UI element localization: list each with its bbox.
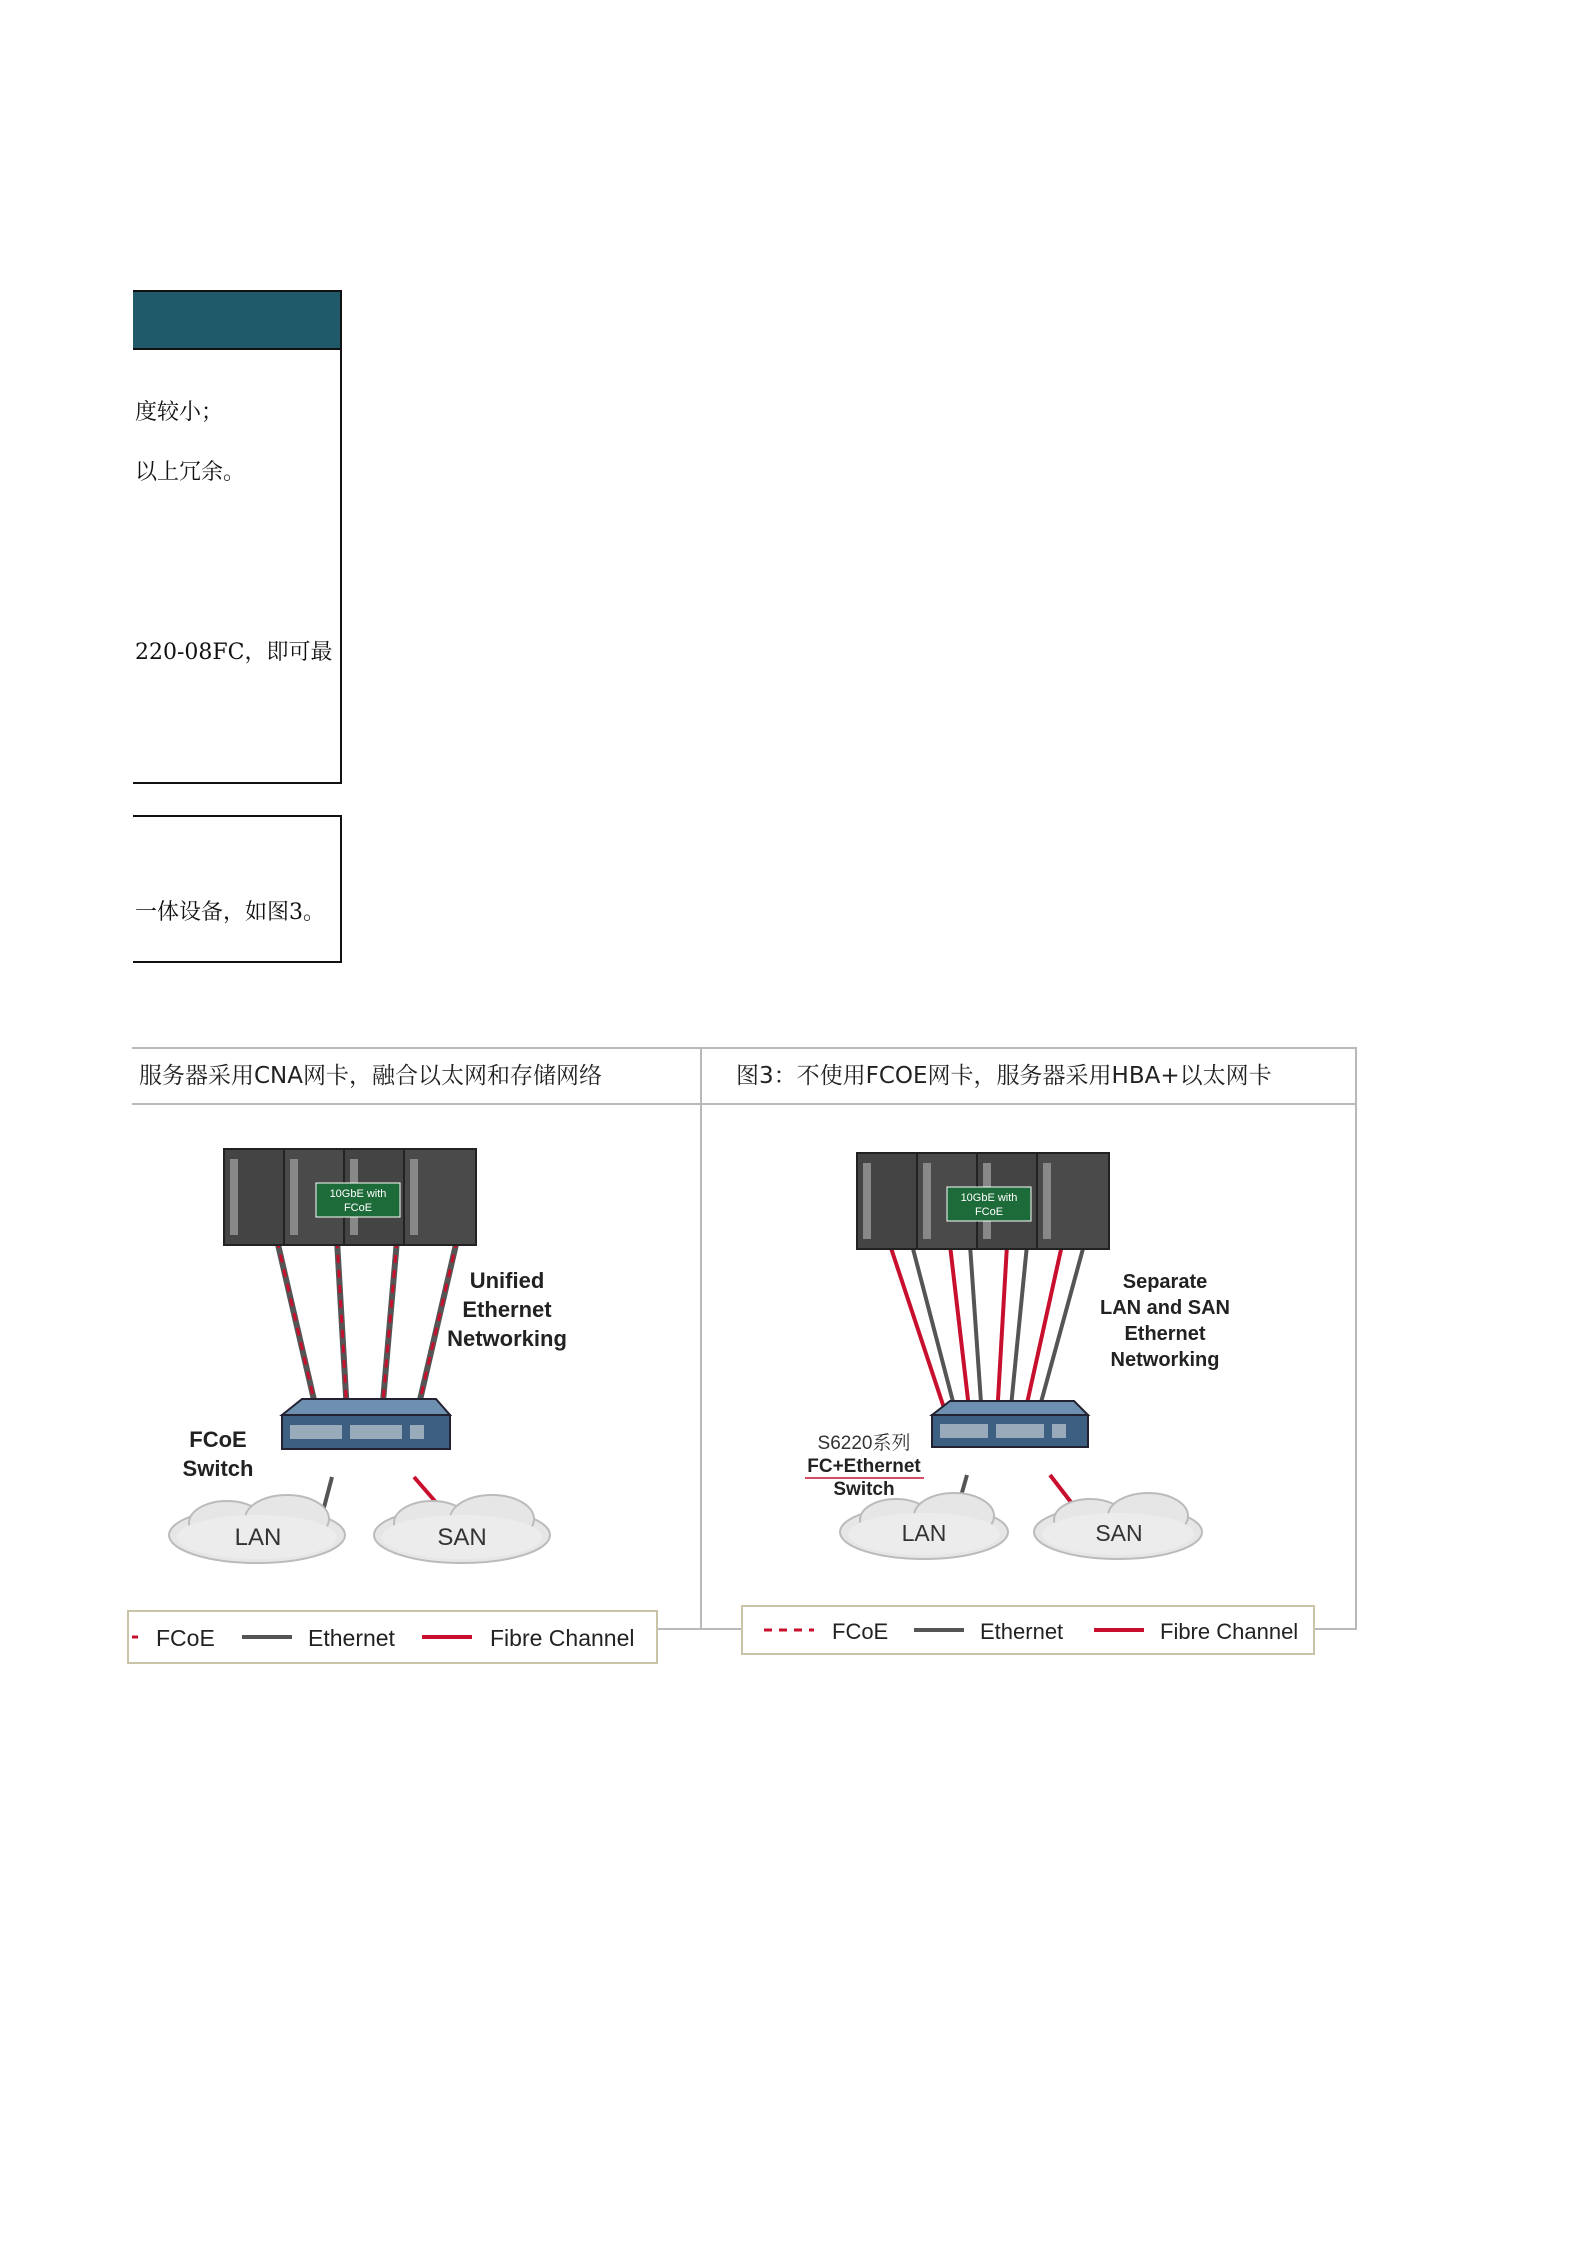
switch-label: Switch — [833, 1479, 895, 1500]
lan-label: LAN — [901, 1520, 947, 1546]
switch-label: FC+Ethernet — [807, 1456, 921, 1477]
switch-label: FCoE — [189, 1427, 247, 1452]
nic-label: FCoE — [343, 1202, 373, 1214]
text-line: 220-08FC，即可最 — [135, 640, 333, 665]
lan-label: LAN — [234, 1524, 282, 1551]
switch-label: Switch — [182, 1456, 254, 1481]
text-line: 以上冗余。 — [135, 460, 246, 485]
panel-title: 服务器采用CNA网卡，融合以太网和存储网络 — [132, 1049, 700, 1105]
switch-icon — [932, 1401, 1088, 1447]
figure-panel-cna — [132, 1049, 702, 1651]
legend — [128, 1611, 657, 1663]
network-label: Unified — [469, 1268, 545, 1293]
network-label: Networking — [447, 1326, 567, 1351]
figure-panel-hba — [702, 1049, 1355, 1644]
network-label: Separate — [1122, 1271, 1208, 1293]
network-figure — [132, 1047, 1357, 1651]
switch-label: S6220系列 — [817, 1433, 911, 1454]
network-label: Networking — [1110, 1349, 1220, 1371]
nic-label: FCoE — [974, 1206, 1004, 1218]
text-box-1 — [133, 290, 342, 784]
nic-label: 10GbE with — [960, 1192, 1018, 1204]
panel-title: 图3：不使用FCOE网卡，服务器采用HBA+以太网卡 — [702, 1049, 1355, 1105]
nic-label: 10GbE with — [329, 1188, 387, 1200]
legend-fcoe: FCoE — [832, 1619, 889, 1644]
text-box-header — [133, 292, 340, 350]
legend-ethernet: Ethernet — [308, 1625, 395, 1651]
legend-fc: Fibre Channel — [490, 1625, 635, 1651]
cna-diagram — [132, 1105, 700, 1651]
san-label: SAN — [437, 1524, 487, 1551]
network-label: LAN and SAN — [1100, 1297, 1230, 1319]
text-box-2 — [133, 815, 342, 963]
hba-diagram — [702, 1105, 1355, 1644]
fcoe-links — [277, 1240, 457, 1515]
switch-icon — [282, 1399, 450, 1449]
legend-fcoe: FCoE — [156, 1625, 215, 1651]
legend-fc: Fibre Channel — [1160, 1619, 1299, 1644]
san-label: SAN — [1095, 1520, 1143, 1546]
network-label: Ethernet — [1124, 1323, 1206, 1345]
text-line: 度较小； — [135, 400, 224, 425]
network-label: Ethernet — [462, 1297, 552, 1322]
text-line: 一体设备，如图3。 — [135, 900, 325, 925]
legend — [742, 1606, 1314, 1654]
legend-ethernet: Ethernet — [980, 1619, 1064, 1644]
